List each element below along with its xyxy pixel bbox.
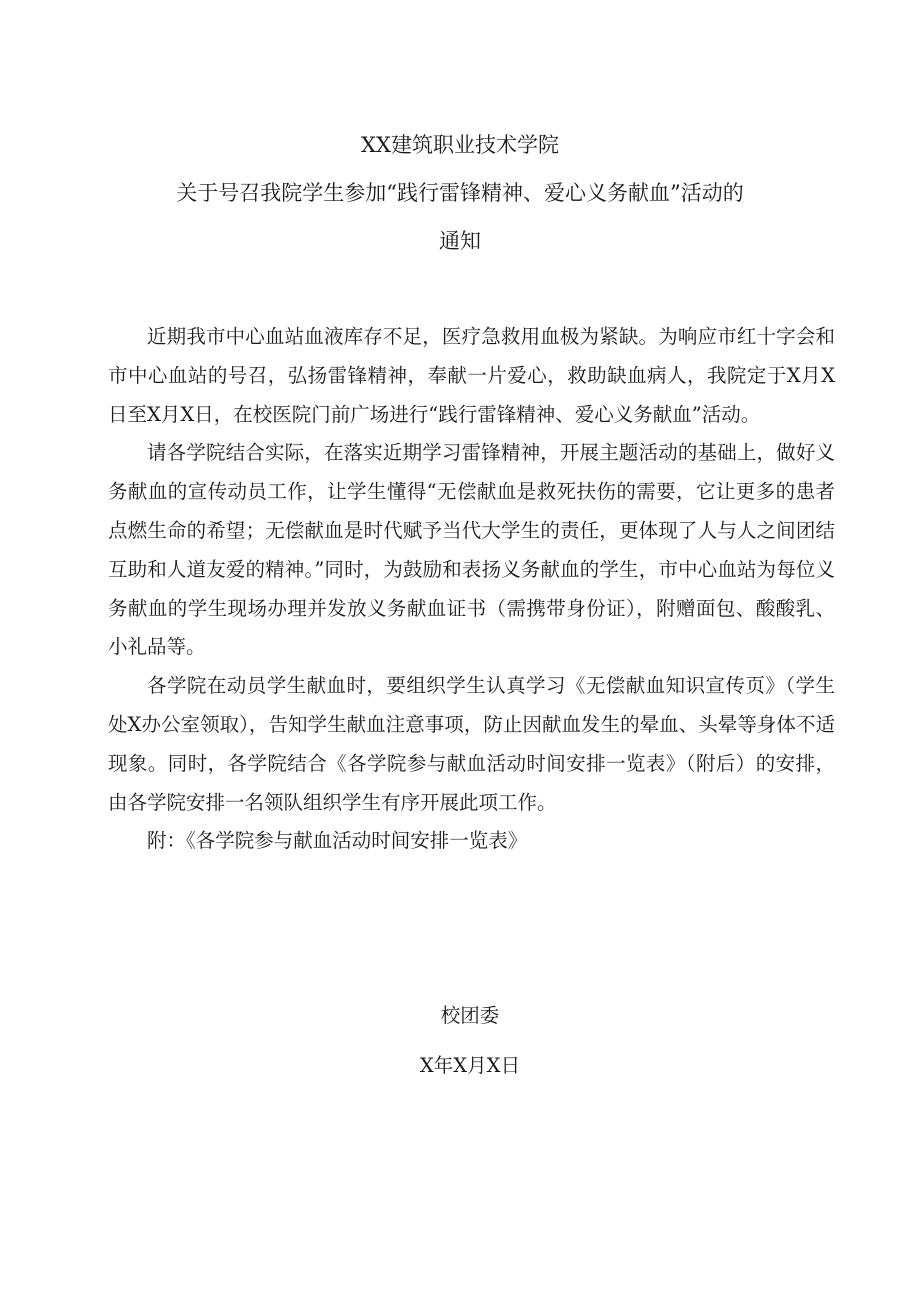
paragraph-publicity: 请各学院结合实际，在落实近期学习雷锋精神，开展主题活动的基础上，做好义务献血的宣传动员工作，让学生懂得“无偿献血是救死扶伤的需要，它让更多的患者点燃生命的希望；无偿献血是时代赋予当代大学生的责任，更体现了人与人之间团结互助和人道友爱的精神。”同时，为鼓励和表扬义务献血的学生，市中心血站为每位义务献血的学生现场办理并发放义务献血证书（需携带身份证），附赠面包、酸酸乳、小礼品等。 — [108, 441, 835, 659]
paragraph-mobilization: 各学院在动员学生献血时，要组织学生认真学习《无偿献血知识宣传页》（学生处X办公室领取），告知学生献血注意事项，防止因献血发生的晕血、头晕等身体不适现象。同时，各学院结合《各学院参与献血活动时间安排一览表》（附后）的安排，由各学院安排一名领队组织学生有序开展此项工作。 — [108, 674, 835, 814]
attachment-note: 附：《各学院参与献血活动时间安排一览表》 — [147, 829, 528, 853]
document-title-subject: 关于号召我院学生参加“践行雷锋精神、爱心义务献血”活动的 — [176, 181, 744, 205]
document-title-notice: 通知 — [439, 229, 481, 253]
document-body — [108, 318, 835, 861]
signature-date: X年X月X日 — [419, 1054, 521, 1077]
document-title-school: XX建筑职业技术学院 — [361, 133, 559, 157]
paragraph-background: 近期我市中心血站血液库存不足，医疗急救用血极为紧缺。为响应市红十字会和市中心血站的号召，弘扬雷锋精神，奉献一片爱心，救助缺血病人，我院定于X月X日至X月X日，在校医院门前广场进行“践行雷锋精神、爱心义务献血”活动。 — [108, 325, 835, 426]
signature-organization: 校团委 — [440, 1004, 500, 1027]
